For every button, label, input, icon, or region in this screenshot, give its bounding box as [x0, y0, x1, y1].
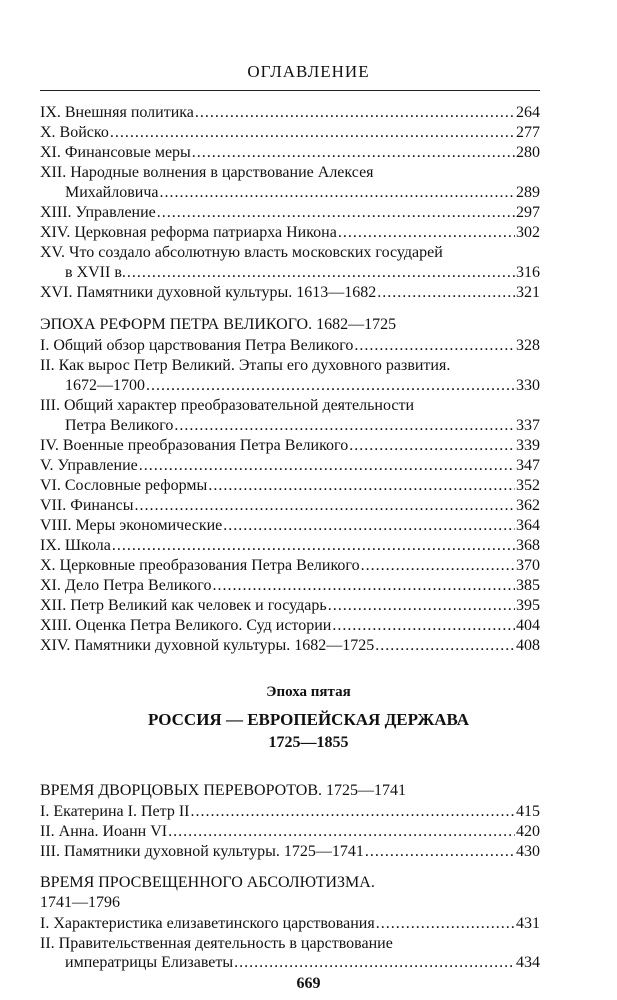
- toc-entry[interactable]: [40, 456, 540, 476]
- dot-leader: [338, 223, 515, 243]
- toc-entry-page: 297: [516, 204, 540, 221]
- toc-entry-title: XI. Дело Петра Великого: [40, 577, 212, 594]
- toc-entry-page: 431: [516, 915, 540, 932]
- dot-leader: [354, 336, 515, 356]
- dot-leader: [332, 616, 515, 636]
- toc-entry-page: 277: [516, 124, 540, 141]
- dot-leader: [361, 556, 515, 576]
- toc-entry-title: XIV. Церковная реформа патриарха Никона: [40, 224, 337, 241]
- section-title: ЭПОХА РЕФОРМ ПЕТРА ВЕЛИКОГО. 1682—1725: [40, 316, 397, 333]
- toc-entry-title: III. Общий характер преобразовательной деятельности: [40, 397, 415, 414]
- toc-entry-title: I. Общий обзор царствования Петра Великого: [40, 337, 354, 354]
- toc-entry-continuation: в XVII в.: [65, 264, 126, 281]
- toc-entry-title: XIII. Управление: [40, 204, 156, 221]
- toc-entry[interactable]: [40, 536, 540, 556]
- page-header: ОГЛАВЛЕНИЕ: [247, 62, 370, 81]
- toc-entry-title: VIII. Меры экономические: [40, 517, 223, 534]
- toc-entry-page: 362: [516, 497, 540, 514]
- dot-leader: [168, 822, 515, 842]
- toc-entry-continuation: 1672—1700: [65, 377, 145, 394]
- toc-entry[interactable]: [40, 802, 540, 822]
- header-rule: [40, 90, 540, 91]
- toc-entry-page: 420: [516, 823, 540, 840]
- toc-entry-title: XIV. Памятники духовной культуры. 1682—1725: [40, 637, 375, 654]
- toc-entry-page: 408: [516, 637, 540, 654]
- toc-entry-title: III. Памятники духовной культуры. 1725—1741: [40, 843, 364, 860]
- toc-entry[interactable]: [40, 842, 540, 862]
- dot-leader: [212, 576, 515, 596]
- toc-entry[interactable]: [40, 103, 540, 123]
- toc-entry[interactable]: [40, 636, 540, 656]
- toc-entry-page: 434: [516, 954, 540, 971]
- toc-entry-title: I. Характеристика елизаветинского царствования: [40, 915, 375, 932]
- toc-entry[interactable]: [40, 203, 540, 223]
- dot-leader: [223, 516, 515, 536]
- toc-entry-title: XIII. Оценка Петра Великого. Суд истории: [40, 617, 332, 634]
- page-number: 669: [296, 975, 321, 992]
- toc-entry[interactable]: [40, 576, 540, 596]
- toc-entry[interactable]: [40, 616, 540, 636]
- toc-entry-title: VII. Финансы: [40, 497, 134, 514]
- toc-entry-title: II. Как вырос Петр Великий. Этапы его духовного развития.: [40, 357, 451, 374]
- toc-entry-title: I. Екатерина I. Петр II: [40, 803, 190, 820]
- dot-leader: [375, 636, 515, 656]
- toc-entry-page: 302: [516, 224, 540, 241]
- toc-entry[interactable]: [40, 143, 540, 163]
- section-subtitle: 1741—1796: [40, 894, 120, 911]
- toc-entry[interactable]: [65, 376, 540, 396]
- dot-leader: [157, 203, 515, 223]
- toc-entry[interactable]: [40, 914, 540, 934]
- toc-entry-title: IV. Военные преобразования Петра Великого: [40, 437, 349, 454]
- toc-entry-page: 321: [516, 284, 540, 301]
- toc-entry-title: II. Анна. Иоанн VI: [40, 823, 168, 840]
- toc-entry-page: 264: [516, 104, 540, 121]
- toc-entry-page: 364: [516, 517, 540, 534]
- toc-entry-title: VI. Сословные реформы: [40, 477, 208, 494]
- toc-entry-continuation: Петра Великого: [65, 417, 174, 434]
- dot-leader: [234, 953, 515, 973]
- toc-entry-page: 352: [516, 477, 540, 494]
- toc-entry-title: X. Церковные преобразования Петра Великого: [40, 557, 360, 574]
- dot-leader: [365, 842, 515, 862]
- toc-entry-page: 385: [516, 577, 540, 594]
- toc-entry[interactable]: [65, 416, 540, 436]
- toc-entry-page: 430: [516, 843, 540, 860]
- epoch-label: Эпоха пятая: [266, 684, 351, 700]
- dot-leader: [190, 802, 515, 822]
- toc-entry[interactable]: [40, 336, 540, 356]
- toc-entry-page: 368: [516, 537, 540, 554]
- toc-entry-page: 370: [516, 557, 540, 574]
- toc-entry[interactable]: [40, 283, 540, 303]
- toc-entry-page: 289: [516, 184, 540, 201]
- dot-leader: [127, 263, 515, 283]
- dot-leader: [112, 536, 515, 556]
- toc-entry-title: XII. Петр Великий как человек и государь: [40, 597, 327, 614]
- toc-entry[interactable]: [40, 516, 540, 536]
- toc-entry-title: XII. Народные волнения в царствование Алексея: [40, 164, 374, 181]
- toc-entry-title: XV. Что создало абсолютную власть московских государей: [40, 244, 443, 261]
- toc-entry[interactable]: [65, 953, 540, 973]
- toc-entry-page: 415: [516, 803, 540, 820]
- toc-entry[interactable]: [65, 263, 540, 283]
- section-title: ВРЕМЯ ПРОСВЕЩЕННОГО АБСОЛЮТИЗМА.: [40, 874, 375, 891]
- toc-entry-page: 404: [516, 617, 540, 634]
- dot-leader: [195, 103, 515, 123]
- dot-leader: [146, 376, 515, 396]
- toc-entry[interactable]: [40, 436, 540, 456]
- dot-leader: [192, 143, 515, 163]
- toc-entry-title: X. Войско: [40, 124, 109, 141]
- dot-leader: [160, 183, 516, 203]
- toc-entry[interactable]: [40, 223, 540, 243]
- dot-leader: [139, 456, 515, 476]
- toc-entry-page: 395: [516, 597, 540, 614]
- dot-leader: [328, 596, 515, 616]
- dot-leader: [135, 496, 516, 516]
- toc-entry-title: II. Правительственная деятельность в царствование: [40, 935, 393, 952]
- toc-entry-continuation: императрицы Елизаветы: [65, 954, 234, 971]
- toc-entry-page: 330: [516, 377, 540, 394]
- toc-entry[interactable]: [40, 476, 540, 496]
- toc-entry-page: 328: [516, 337, 540, 354]
- toc-entry[interactable]: [40, 123, 540, 143]
- toc-entry-page: 316: [516, 264, 540, 281]
- dot-leader: [110, 123, 515, 143]
- epoch-years: 1725—1855: [268, 734, 349, 751]
- toc-entry[interactable]: [40, 596, 540, 616]
- toc-entry-title: XI. Финансовые меры: [40, 144, 191, 161]
- toc-entry[interactable]: [65, 183, 540, 203]
- toc-entry-title: IX. Школа: [40, 537, 111, 554]
- dot-leader: [349, 436, 515, 456]
- dot-leader: [174, 416, 515, 436]
- toc-entry-title: XVI. Памятники духовной культуры. 1613—1682: [40, 284, 377, 301]
- toc-entry[interactable]: [40, 556, 540, 576]
- toc-entry-page: 347: [516, 457, 540, 474]
- toc-entry-page: 339: [516, 437, 540, 454]
- toc-entry-title: V. Управление: [40, 457, 138, 474]
- epoch-title: РОССИЯ — ЕВРОПЕЙСКАЯ ДЕРЖАВА: [147, 710, 470, 729]
- toc-entry[interactable]: [40, 496, 540, 516]
- dot-leader: [376, 914, 515, 934]
- toc-entry-page: 337: [516, 417, 540, 434]
- section-title: ВРЕМЯ ДВОРЦОВЫХ ПЕРЕВОРОТОВ. 1725—1741: [40, 782, 407, 799]
- toc-entry[interactable]: [40, 822, 540, 842]
- dot-leader: [377, 283, 515, 303]
- toc-entry-page: 280: [516, 144, 540, 161]
- dot-leader: [208, 476, 515, 496]
- toc-entry-title: IX. Внешняя политика: [40, 104, 194, 121]
- toc-entry-continuation: Михайловича: [65, 184, 159, 201]
